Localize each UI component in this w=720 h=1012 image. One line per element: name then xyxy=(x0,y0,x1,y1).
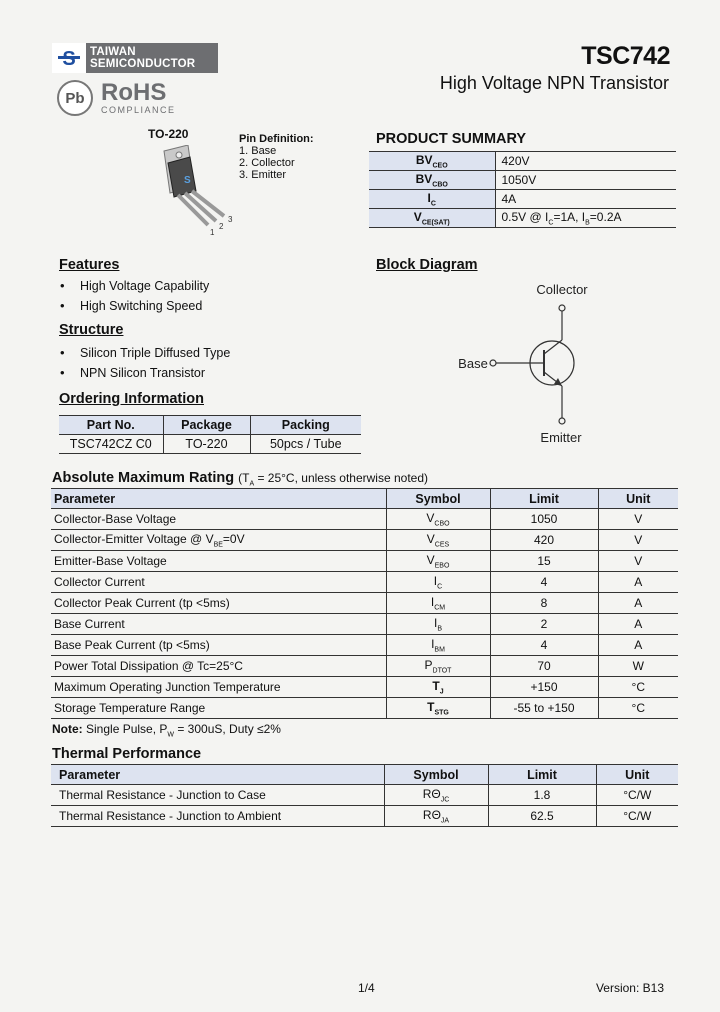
structure-title: Structure xyxy=(59,322,124,338)
pin-def-item: 3. Emitter xyxy=(239,169,287,181)
part-number: TSC742 xyxy=(581,42,670,70)
block-diagram-title: Block Diagram xyxy=(376,257,478,273)
table-row: $BV_{CBO}$ 1050V xyxy=(369,171,676,190)
table-row: Collector Peak Current (tp <5ms) $I_{CM}$ 8 A xyxy=(51,593,678,614)
table-row: Base Peak Current (tp <5ms) $I_{BM}$ 4 A xyxy=(51,635,678,656)
thermal-table xyxy=(51,764,678,827)
structure-list xyxy=(59,346,230,385)
summary-value: 420V xyxy=(495,152,676,171)
table-row: Thermal Resistance - Junction to Case $R\Theta_{JC}$ 1.8 °C/W xyxy=(51,785,678,806)
emitter-label: Emitter xyxy=(540,430,582,445)
abs-max-note: Note: Single Pulse, $P_W = 300uS$, Duty ≤2% xyxy=(52,722,281,739)
table-row: Power Total Dissipation @ Tc=25°C $P_{DTOT}$ 70 W xyxy=(51,656,678,677)
company-name-line2: SEMICONDUCTOR xyxy=(90,58,196,70)
company-name-line1: TAIWAN xyxy=(90,46,136,58)
table-row: Collector Current $I_C$ 4 A xyxy=(51,572,678,593)
pin-def-item: 1. Base xyxy=(239,145,277,157)
pin-definition-title: Pin Definition: xyxy=(239,133,314,145)
company-logo xyxy=(52,43,218,73)
abs-max-condition: ($T_A = 25^\circ C$, unless otherwise noted) xyxy=(238,471,429,488)
summary-value: 0.5V @ $I_C=1A$, $I_B=0.2A$ xyxy=(495,209,676,228)
thermal-title: Thermal Performance xyxy=(52,746,202,762)
table-row: $BV_{CEO}$ 420V xyxy=(369,152,676,171)
pb-free-icon: Pb xyxy=(57,80,93,116)
abs-max-table xyxy=(51,488,678,719)
list-item: • NPN Silicon Transistor xyxy=(59,366,230,386)
summary-value: 4A xyxy=(495,190,676,209)
npn-transistor-symbol xyxy=(440,278,630,450)
list-item: • Silicon Triple Diffused Type xyxy=(59,346,230,366)
table-row: Collector-Emitter Voltage @ $V_{BE}=0V$ $V_{CES}$ 420 V xyxy=(51,530,678,551)
pin-def-item: 2. Collector xyxy=(239,157,295,169)
rohs-label: RoHS xyxy=(101,79,167,106)
pin2-number: 2 xyxy=(219,222,224,231)
list-item: • High Switching Speed xyxy=(59,299,209,319)
svg-text:S: S xyxy=(184,175,191,186)
features-title: Features xyxy=(59,257,120,273)
ts-logo-icon xyxy=(52,43,86,73)
base-label: Base xyxy=(458,356,488,371)
summary-value: 1050V xyxy=(495,171,676,190)
abs-max-title: Absolute Maximum Rating xyxy=(52,470,235,486)
product-summary-title: PRODUCT SUMMARY xyxy=(376,131,527,147)
rohs-compliance: COMPLIANCE xyxy=(101,105,176,115)
collector-label: Collector xyxy=(536,282,588,297)
table-row: Thermal Resistance - Junction to Ambient $R\Theta_{JA}$ 62.5 °C/W xyxy=(51,806,678,827)
table-header-row: Parameter Symbol Limit Unit xyxy=(51,765,678,785)
table-row: Maximum Operating Junction Temperature $T_J$ +150 °C xyxy=(51,677,678,698)
page-number: 1/4 xyxy=(358,981,375,995)
product-summary-table xyxy=(369,151,676,228)
features-list xyxy=(59,279,209,318)
pin1-number: 1 xyxy=(210,228,215,237)
table-header-row: Parameter Symbol Limit Unit xyxy=(51,489,678,509)
rohs-badge xyxy=(57,80,176,116)
ordering-title: Ordering Information xyxy=(59,391,204,407)
pin-definition xyxy=(239,133,314,181)
table-row: Emitter-Base Voltage $V_{EBO}$ 15 V xyxy=(51,551,678,572)
pin3-number: 3 xyxy=(228,215,233,224)
table-header-row: Part No. Package Packing xyxy=(59,416,361,435)
part-description: High Voltage NPN Transistor xyxy=(439,73,669,93)
table-row: Storage Temperature Range $T_{STG}$ -55 to +150 °C xyxy=(51,698,678,719)
version-label: Version: B13 xyxy=(595,981,664,995)
to220-package-icon xyxy=(158,145,238,237)
ordering-table xyxy=(59,415,361,454)
table-row: TSC742CZ C0 TO-220 50pcs / Tube xyxy=(59,435,361,454)
list-item: • High Voltage Capability xyxy=(59,279,209,299)
table-row: $I_C$ 4A xyxy=(369,190,676,209)
table-row: $V_{CE(SAT)}$ 0.5V @ $I_C=1A$, $I_B=0.2A$ xyxy=(369,209,676,228)
package-name: TO-220 xyxy=(148,127,189,141)
table-row: Base Current $I_B$ 2 A xyxy=(51,614,678,635)
abs-max-heading xyxy=(52,470,428,487)
table-row: Collector-Base Voltage $V_{CBO}$ 1050 V xyxy=(51,509,678,530)
